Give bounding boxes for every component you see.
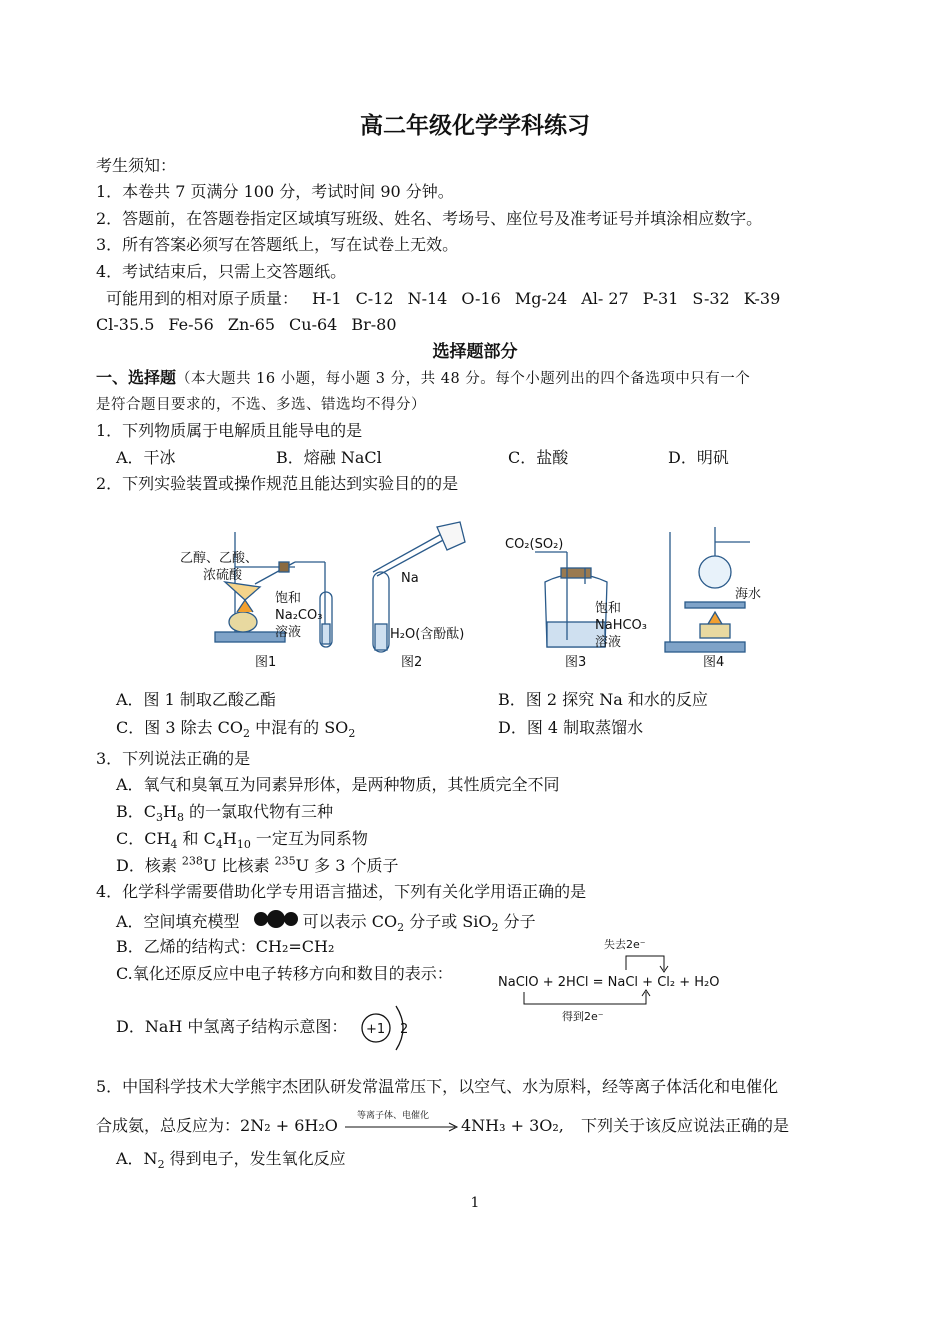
option-d: D．明矾 [668, 448, 729, 467]
reaction-arrow [343, 1111, 461, 1136]
atomic-mass: K-39 [743, 289, 781, 308]
fig1-solution-label: 饱和 [275, 591, 302, 606]
atomic-mass: Al- 27 [581, 289, 629, 308]
atomic-mass: Cl-35.5 [96, 315, 155, 334]
redox-equation: NaClO + 2HCl = NaCl + Cl₂ + H₂O [498, 975, 720, 990]
option-d: D．NaH 中氢离子结构示意图： [116, 1017, 348, 1036]
atomic-mass: O-16 [461, 289, 501, 308]
fig3-solution-label: 溶液 [595, 635, 622, 650]
fig1-caption: 图1 [255, 655, 277, 670]
notice-heading: 考生须知： [96, 156, 177, 175]
space-filling-model-icon [251, 910, 301, 930]
atomic-mass: Mg-24 [514, 289, 568, 308]
atomic-mass-line [96, 315, 411, 335]
option-b: B．熔融 NaCl [276, 448, 382, 467]
question-stem: 5．中国科学技术大学熊宇杰团队研发常温常压下，以空气、水为原料，经等离子体活化和电催化 [96, 1077, 779, 1096]
question-stem: 1．下列物质属于电解质且能导电的是 [96, 421, 363, 440]
hydride-ion-structure-diagram [356, 1000, 416, 1056]
part1-note: 是符合题目要求的，不选、多选、错选均不得分） [96, 397, 426, 413]
notice-item: 3．所有答案必须写在答题纸上，写在试卷上无效。 [96, 235, 459, 254]
fig2-na-label: Na [401, 571, 419, 586]
page-title: 高二年级化学学科练习 [360, 113, 590, 139]
reaction-equation-right: 4NH₃ + 3O₂, [460, 1116, 564, 1135]
question-stem: 2．下列实验装置或操作规范且能达到实验目的的是 [96, 474, 459, 493]
fig3-solution-label: 饱和 [595, 601, 622, 616]
option-b: B．图 2 探究 Na 和水的反应 [498, 690, 708, 709]
option-d: D．核素 $^{238}$U 比核素 $^{235}$U 多 3 个质子 [116, 854, 399, 875]
electron-gain-label: 得到2e⁻ [562, 1010, 604, 1023]
question-stem: 3．下列说法正确的是 [96, 749, 251, 768]
nucleus-charge: +1 [366, 1022, 386, 1037]
option-a: A．空间填充模型 可以表示 $CO_2$ 分子或 SiO$_2$ 分子 [116, 912, 536, 935]
question-stem: 4．化学科学需要借助化学专用语言描述，下列有关化学用语正确的是 [96, 882, 587, 901]
apparatus-figure [175, 512, 775, 672]
option-c: C.氧化还原反应中电子转移方向和数目的表示： [116, 964, 453, 983]
fig1-solution-label: 溶液 [275, 625, 302, 640]
atomic-mass: C-12 [355, 289, 394, 308]
atomic-mass: Zn-65 [227, 315, 276, 334]
fig2-caption: 图2 [401, 655, 423, 670]
atomic-mass: H-1 [312, 289, 342, 308]
fig3-solution-label: NaHCO₃ [595, 618, 647, 633]
part1-heading: 一、选择题 [96, 368, 177, 387]
atomic-mass: P-31 [642, 289, 679, 308]
electron-count: 2 [400, 1022, 409, 1037]
atomic-mass: N-14 [407, 289, 448, 308]
option-a: A．$N_2$ 得到电子，发生氧化反应 [116, 1149, 346, 1172]
section-title: 选择题部分 [432, 342, 518, 362]
option-a: A．氧气和臭氧互为同素异形体，是两种物质，其性质完全不同 [116, 775, 560, 794]
notice-item: 1．本卷共 7 页满分 100 分，考试时间 90 分钟。 [96, 182, 454, 201]
option-b: B．$C_3H_8$ 的一氯取代物有三种 [116, 802, 334, 825]
question-stem: 合成氨，总反应为：2N₂ + 6H₂O 等离子体、电催化 4NH₃ + 3O₂, 下列关于该反应说法正确的是 [96, 1116, 789, 1136]
electron-lose-label: 失去2e⁻ [604, 938, 646, 951]
atomic-mass: Cu-64 [289, 315, 338, 334]
notice-item: 2．答题前，在答题卷指定区域填写班级、姓名、考场号、座位号及准考证号并填涂相应数字。 [96, 209, 763, 228]
fig2-water-label: H₂O(含酚酞) [390, 627, 465, 642]
part1-note: （本大题共 16 小题，每小题 3 分，共 48 分。每个小题列出的四个备选项中只有一个 [176, 371, 751, 387]
page-number: 1 [470, 1195, 480, 1211]
option-d: D．图 4 制取蒸馏水 [498, 718, 644, 737]
atomic-mass: S-32 [692, 289, 730, 308]
option-c: C．$CH_4$ 和 $C_4H_{10}$ 一定互为同系物 [116, 829, 368, 852]
option-b: B．乙烯的结构式：CH₂=CH₂ [116, 937, 335, 956]
fig3-caption: 图3 [565, 655, 587, 670]
reaction-equation-left: 2N₂ + 6H₂O [240, 1116, 338, 1135]
atomic-mass-label: 可能用到的相对原子质量： [106, 289, 299, 308]
atomic-mass: Br-80 [351, 315, 397, 334]
fig4-seawater-label: 海水 [735, 587, 762, 602]
part1-header [96, 368, 750, 389]
notice-item: 4．考试结束后，只需上交答题纸。 [96, 262, 347, 281]
fig4-caption: 图4 [703, 655, 725, 670]
reaction-condition: 等离子体、电催化 [356, 1111, 429, 1121]
fig3-gas-label: CO₂(SO₂) [505, 537, 564, 552]
fig1-solution-label: Na₂CO₃ [275, 608, 323, 623]
fig1-reagents-label: 浓硫酸 [203, 568, 243, 583]
atomic-mass: Fe-56 [168, 315, 214, 334]
atomic-mass-line [106, 289, 794, 309]
option-a: A．图 1 制取乙酸乙酯 [116, 690, 276, 709]
fig1-reagents-label: 乙醇、乙酸、 [180, 551, 259, 566]
option-c: C．图 3 除去 $CO_2$ 中混有的 $SO_2$ [116, 718, 356, 741]
electron-transfer-diagram [494, 934, 724, 1026]
option-a: A．干冰 [116, 448, 176, 467]
option-c: C．盐酸 [508, 448, 569, 467]
